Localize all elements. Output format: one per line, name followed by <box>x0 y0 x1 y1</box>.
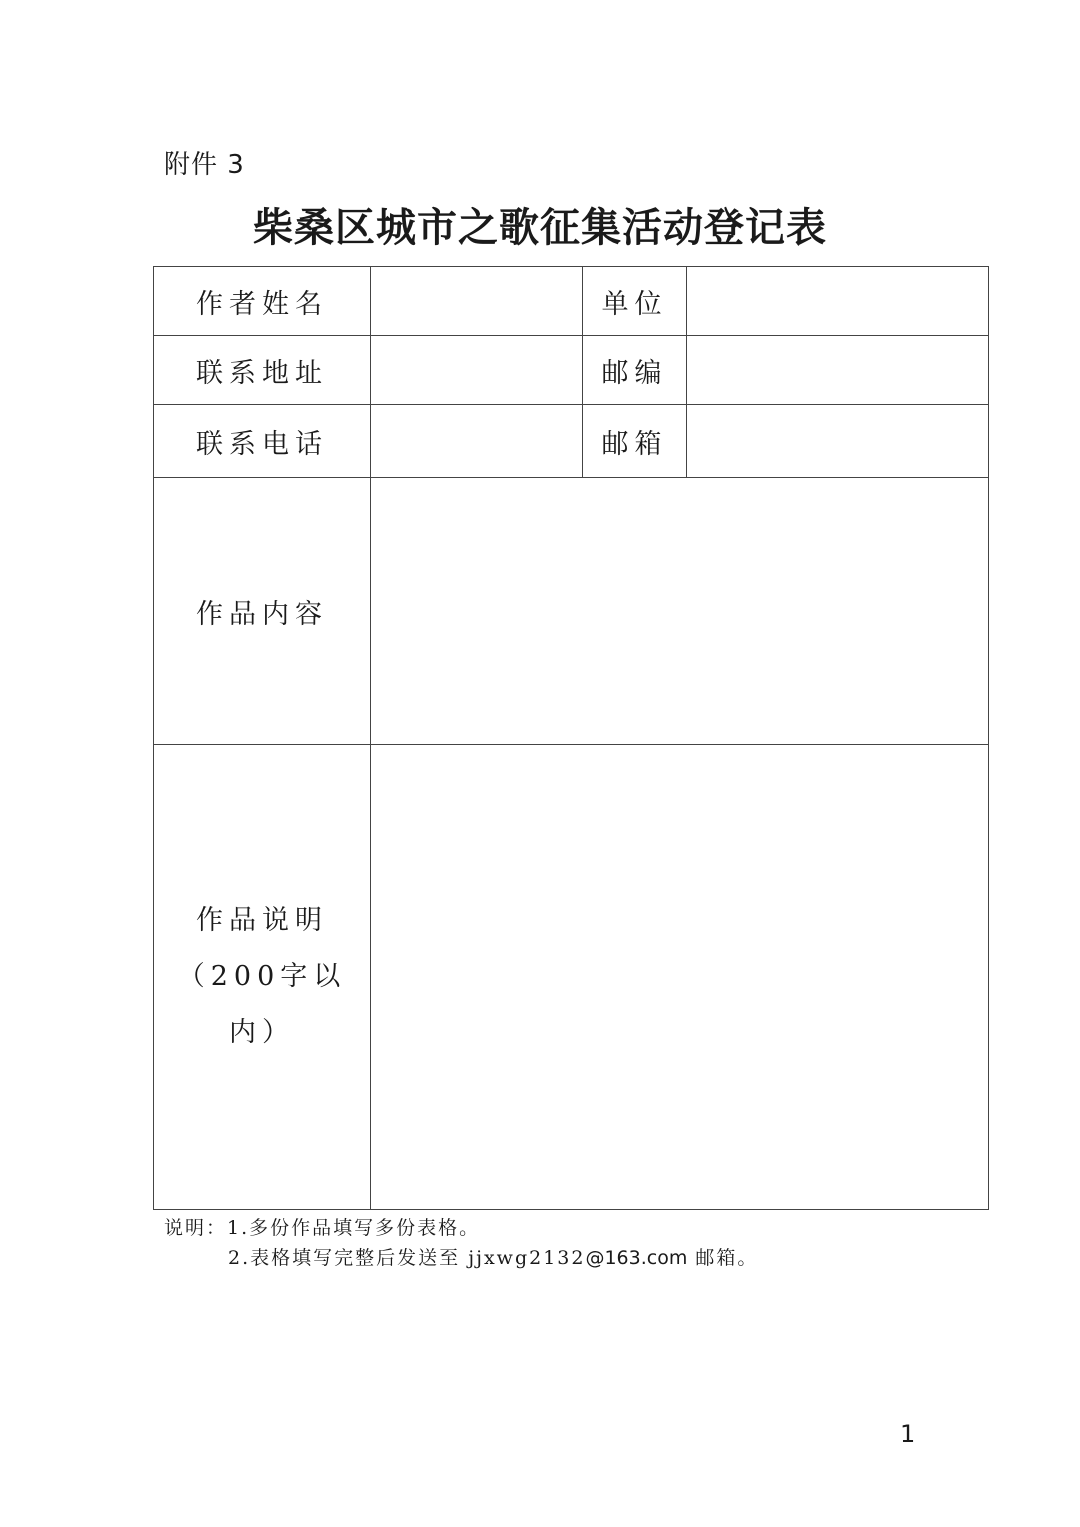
notes-line-1 <box>164 1213 758 1243</box>
notes-email-domain: @163.com <box>585 1247 688 1269</box>
form-row-phone <box>154 405 989 478</box>
notes-line-2 <box>164 1243 758 1273</box>
form-row-work-description <box>154 745 989 1210</box>
email-field[interactable] <box>687 405 989 478</box>
author-name-label: 作者姓名 <box>154 267 371 336</box>
work-content-field[interactable] <box>371 478 989 745</box>
page-number: 1 <box>900 1420 916 1448</box>
form-notes <box>164 1213 758 1273</box>
unit-field[interactable] <box>687 267 989 336</box>
email-label: 邮箱 <box>583 405 687 478</box>
author-name-field[interactable] <box>371 267 583 336</box>
address-label: 联系地址 <box>154 336 371 405</box>
notes-item-2-end: 邮箱。 <box>695 1247 759 1269</box>
work-description-label-cell <box>154 745 371 1210</box>
unit-label: 单位 <box>583 267 687 336</box>
postcode-field[interactable] <box>687 336 989 405</box>
work-description-field[interactable] <box>371 745 989 1210</box>
form-row-address <box>154 336 989 405</box>
work-description-label: 作品说明 <box>196 905 328 936</box>
work-content-label: 作品内容 <box>154 478 371 745</box>
page-title: 柴桑区城市之歌征集活动登记表 <box>253 204 827 251</box>
notes-prefix: 说明： <box>164 1217 228 1239</box>
phone-label: 联系电话 <box>154 405 371 478</box>
address-field[interactable] <box>371 336 583 405</box>
form-row-name <box>154 267 989 336</box>
form-row-work-content <box>154 478 989 745</box>
attachment-label: 附件 3 <box>164 150 245 180</box>
notes-email-user: jjxwg2132 <box>468 1247 586 1269</box>
registration-form-table <box>153 266 989 1210</box>
postcode-label: 邮编 <box>583 336 687 405</box>
notes-item-2-text: 2.表格填写完整后发送至 <box>228 1247 461 1269</box>
phone-field[interactable] <box>371 405 583 478</box>
notes-item-1: 1.多份作品填写多份表格。 <box>227 1217 481 1239</box>
work-description-note: （200字以内） <box>177 961 347 1048</box>
